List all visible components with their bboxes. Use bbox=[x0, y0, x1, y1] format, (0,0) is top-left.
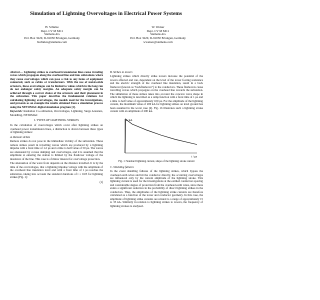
paper-title: Simulation of Lightning Overvoltages in Electrical Power Systems bbox=[30, 11, 182, 17]
figure-lightning-current bbox=[113, 115, 201, 159]
author-company: Siemens AG bbox=[150, 32, 166, 37]
author-block-2 bbox=[118, 26, 198, 45]
author-company: Siemens AG bbox=[44, 32, 60, 37]
abstract-text: — Lightning strikes to overhead transmission lines cause traveling waves which propagate along the overhead line and into substations where they cause overvoltages which can pose a risk to any items of equipment connected, such as cables or transformers. With the use of metal-oxide arresters, these overvoltages can be limited to values which in the long run do not endanger safety margins. An adequate safety margin can be achieved through a correct choice of the arresters and their placement in the substation. This paper describes the fundamental relations for calculating lightning overvoltages, the models used for the investigations, and presents as an example the results obtained from a simulation process using the NETOMAC digital simulation program [1]. bbox=[10, 70, 103, 109]
paragraph: In the calculation of overvoltages which occur after lightning strikes on overhead power transmission lines, a distinction is drawn between three types of lightning strikes: bbox=[10, 123, 103, 135]
lightning-current-chart bbox=[113, 115, 201, 159]
subsection-heading: B. Strikes to towers bbox=[110, 70, 133, 74]
author-address: P.O. Box 3220, D-91050 Erlangen, Germany bbox=[130, 36, 186, 41]
paragraph: Lightning strikes which directly strike towers increase the potential of the towers affected and can, dependent on the level of the tower footing resistance and the electric strength of the overhead line insulation, result in a back flashover (known as "backflashover") to the conductors. These flashovers cause travelling waves which propagate on the overhead line towards the substation. The simulation of these strikes takes into account the concave wave shape in which the lightning is described as a ramp function with a front time of 1 µs and a time to half value of approximately 100 µs. For the amplitude of the lightning current, the maximum value of 200 kA for lightning strikes on level ground has been assumed in the worst case [4]. Fig. 1b illustrates such a lightning stroke current with an amplitude of 200 kA. bbox=[110, 74, 203, 113]
figure-caption: Fig. 1: Standard lightning current, shape of the lightning stroke current bbox=[118, 160, 195, 164]
author-email: wweiser@siemens.com bbox=[143, 39, 173, 44]
right-column bbox=[110, 71, 203, 209]
x-axis-label: t / µs bbox=[190, 155, 197, 159]
subsection-heading: C. Shielding failures bbox=[110, 164, 134, 169]
left-column bbox=[10, 71, 103, 185]
paragraph: In the event shielding failures of the lightning strikes, which bypass the overhead earth wires and hit the conductor directly, the occurring overvoltages are influenced only by the current amplitude of the lightning stroke. This lightning current is used for the investigations at the earthed conductors spacing and considerable degree of protection from the overhead earth wires, since there exists a significant reduction in the probability of direct lightning strikes in the conductors. Thus, the amplitudes of the lightning strike currents are therefore calculated as a function of the tower and conductor geometry. In this case, the amplitude of lightning strike currents are related to a range of approximately 15 to 35 kA. Similarly in relation to lightning strikes to towers, the frequency of lightning strokes is analysed. bbox=[110, 169, 203, 208]
paragraph: The attenuation of the wave front depends on the distance travelled. It is by the time of the overvoltages, that a lightning impulse voltage with the amplitude of the overhead line insulation level and with a front time of 1 µs reaches the substation, taking into account the standard durations of t = 0.05 for lightning strikes (Fig. 1): bbox=[10, 161, 103, 180]
author-name: H. Schulze bbox=[45, 25, 59, 29]
y-axis-label: i / kA bbox=[125, 119, 132, 123]
author-dept: Dept. CV M MC1 bbox=[146, 28, 170, 33]
author-dept: Dept. CV M MC1 bbox=[40, 28, 64, 33]
section-heading: I. TYPES OF LIGHTNING STRIKES bbox=[34, 118, 79, 123]
equation-number: (1) bbox=[99, 180, 103, 185]
author-name: W. Weiser bbox=[151, 25, 165, 29]
author-block-1 bbox=[12, 26, 92, 45]
author-address: P.O. Box 3220, D-91050 Erlangen, Germany bbox=[24, 36, 80, 41]
keywords bbox=[10, 110, 103, 117]
subsection-heading: A. Remote strikes bbox=[10, 135, 31, 139]
author-email: hschulze@siemens.com bbox=[37, 39, 67, 44]
abstract bbox=[10, 71, 103, 109]
keywords-text: Insulation Co-ordination, Overvoltages, Lightning, Surge Arresters, Modelling, NETOMAC bbox=[10, 109, 103, 117]
paragraph: Remote strikes do not pose in the immediate vicinity of the substation. These remote strikes result in travelling waves which are produced by a lightning impulse with a front time of 1.2 µs and a time to half value of 50 µs. The waves are attenuated by corona damping and overvoltages, and it is assumed that the amplitude at entering the station is limited by the flashover voltage of the insulators of the line. This case is of minor interest for overvoltage protection. bbox=[10, 139, 103, 161]
abstract-label: Abstract bbox=[10, 70, 20, 74]
series-line bbox=[125, 119, 197, 153]
keywords-label: Keywords: bbox=[10, 109, 23, 114]
